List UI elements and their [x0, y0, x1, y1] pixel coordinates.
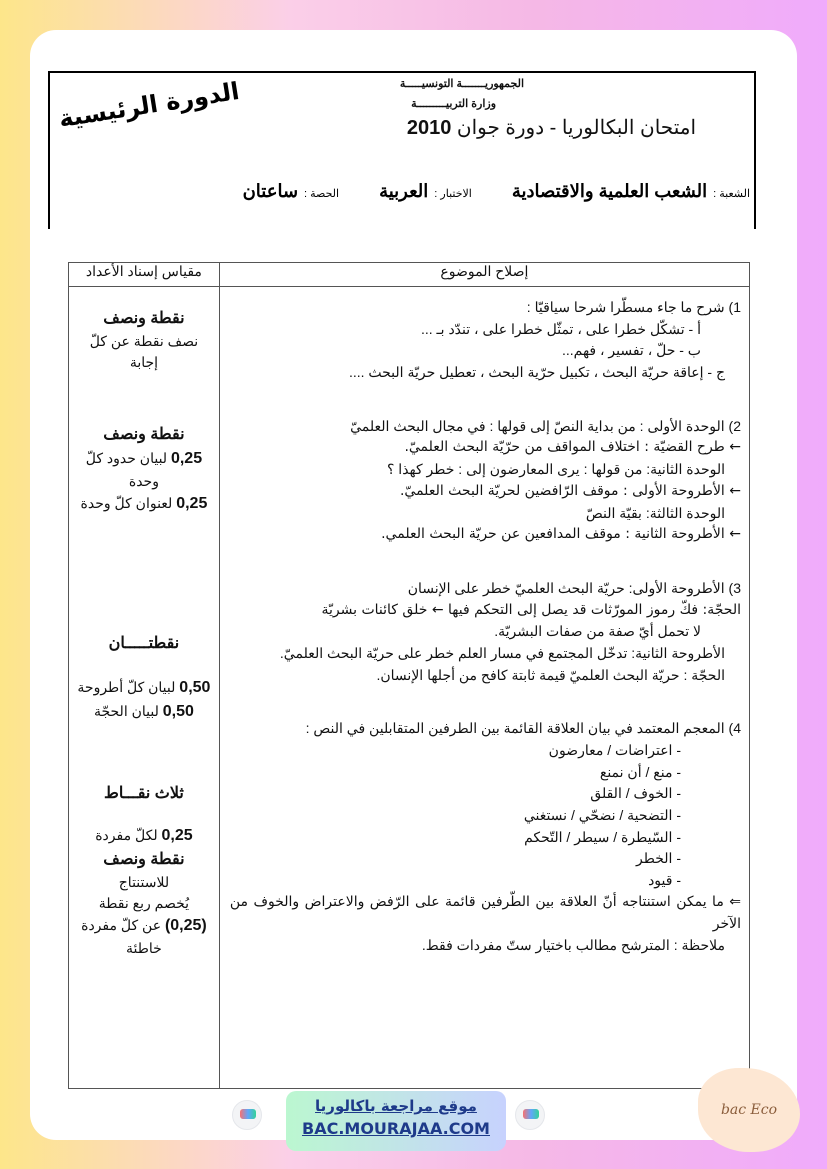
q2-unit-3-result: ← الأطروحة الثانية : موقف المدافعين عن حريّة البحث العلمي.	[381, 526, 741, 543]
bac-eco-badge: bac Eco	[698, 1068, 800, 1152]
session-stamp: الدورة الرئيسية	[56, 76, 242, 134]
q2-unit-1-result: ← طرح القضيّة : اختلاف المواقف من حرّيّة البحث العلميّ.	[404, 439, 741, 456]
list-item: - اعتراضات / معارضون	[548, 742, 681, 758]
q4-note: ملاحظة : المترشح مطالب باختيار ستّ مفردات فقط.	[421, 937, 725, 954]
q1-answer-a: أ - تشكّل خطرا على ، تمثّل خطرا على ، تندّد بـ ...	[421, 320, 701, 337]
site-banner-link[interactable]	[286, 1091, 506, 1151]
score-q1-total: نقطة ونصف	[103, 310, 185, 327]
site-url: BAC.MOURAJAA.COM	[302, 1119, 490, 1138]
site-logo-right-icon	[515, 1100, 545, 1130]
question-3	[230, 578, 741, 686]
q4-list	[230, 740, 741, 892]
q1-answer-b: ب - حلّ ، تفسير ، فهم...	[561, 342, 701, 359]
site-name-arabic: موقع مراجعة باكالوريا	[315, 1097, 477, 1115]
q3-thesis-1: 3) الأطروحة الأولى: حريّة البحث العلميّ خطر على الإنسان	[407, 579, 741, 596]
score-q2-text-1: لبيان حدود كلّ وحدة	[85, 450, 168, 489]
score-q3-num-2: 0,50	[162, 703, 194, 720]
score-q4-total: ثلاث نقـــاط	[104, 785, 184, 802]
score-q2-line-1	[75, 447, 213, 492]
q4-conclusion: ⇐ ما يمكن استنتاجه أنّ العلاقة بين الطّرفين قائمة على الرّفض والاعتراض والخوف من الآخر	[229, 893, 741, 932]
score-q1	[75, 307, 213, 373]
score-q4	[75, 782, 213, 959]
score-q4-num-3: (0,25)	[164, 917, 207, 934]
q3-argument-1: الحجّة: فكّ رموز المورّثات قد يصل إلى التحكم فيها ← خلق كائنات بشريّة	[321, 601, 741, 618]
q3-argument-1-cont: لا تحمل أيّ صفة من صفات البشريّة.	[494, 623, 701, 640]
score-q2-line-2	[75, 492, 213, 516]
score-q2	[75, 423, 213, 516]
q2-unit-2-result: ← الأطروحة الأولى : موقف الرّافضين لحريّة البحث العلميّ.	[399, 482, 741, 499]
score-q3	[75, 632, 213, 724]
list-item: - الخطر	[636, 850, 681, 867]
score-q4-line-1	[75, 824, 213, 848]
q4-intro: 4) المعجم المعتمد في بيان العلاقة القائمة بين الطرفين المتقابلين في النص :	[305, 720, 741, 737]
score-q3-line-2	[75, 700, 213, 724]
column-header-score: مقياس إسناد الأعداد	[69, 263, 220, 287]
score-q4-line-3	[75, 914, 213, 959]
q2-unit-3: الوحدة الثالثة: بقيّة النصّ	[585, 504, 725, 521]
correction-cell	[219, 287, 749, 1089]
list-item: - الخوف / القلق	[590, 785, 681, 802]
score-cell	[69, 287, 220, 1089]
q3-argument-2: الحجّة : حريّة البحث العلميّ قيمة ثابتة كافح من أجلها الإنسان.	[376, 666, 725, 683]
exam-title	[407, 115, 696, 140]
score-q4-text-3: يُخصم ربع نقطة	[98, 895, 190, 911]
duration-label: الحصة :	[304, 188, 340, 200]
exam-year: 2010	[406, 117, 452, 139]
score-q2-total: نقطة ونصف	[103, 426, 185, 443]
column-header-correction: إصلاح الموضوع	[219, 263, 749, 287]
exam-header	[48, 71, 756, 229]
section-label: الشعبة :	[713, 188, 750, 200]
republic-label: الجمهوريـــــــة التونسيـــــة	[399, 78, 524, 90]
question-1	[230, 297, 741, 384]
score-q4-text-2: للاستنتاج	[118, 874, 170, 890]
question-4	[230, 718, 741, 957]
score-q4-text-4: عن كلّ مفردة خاطئة	[81, 917, 162, 956]
q2-unit-1: 2) الوحدة الأولى : من بداية النصّ إلى قولها : في مجال البحث العلميّ	[350, 417, 741, 434]
score-q4-num-1: 0,25	[161, 827, 193, 844]
score-q3-total: نقطتـــــان	[108, 635, 180, 652]
question-2	[230, 416, 741, 546]
q2-unit-2: الوحدة الثانية: من قولها : يرى المعارضون إلى : خطر كهذا ؟	[386, 461, 725, 478]
grading-table	[68, 262, 750, 1089]
q3-thesis-2: الأطروحة الثانية: تدخّل المجتمع في مسار العلم خطر على حريّة البحث العلميّ.	[279, 644, 725, 661]
list-item: - منع / أن نمنع	[599, 763, 681, 780]
score-q3-num-1: 0,50	[179, 679, 211, 696]
site-logo-left-icon	[232, 1100, 262, 1130]
table-body-row	[69, 287, 750, 1089]
list-item: - السّيطرة / سيطر / التّحكم	[524, 828, 681, 845]
subject-value: العربية	[379, 181, 429, 201]
score-q2-num-1: 0,25	[170, 450, 203, 467]
subject-label: الاختبار :	[434, 188, 472, 200]
q1-intro: 1) شرح ما جاء مسطّرا شرحا سياقيّا :	[526, 299, 741, 315]
score-q2-text-2: لعنوان كلّ وحدة	[80, 495, 173, 511]
score-q2-num-2: 0,25	[176, 495, 208, 512]
score-q3-text-2: لبيان الحجّة	[93, 703, 159, 719]
score-q1-detail: نصف نقطة عن كلّ إجابة	[89, 333, 199, 370]
ministry-label: وزارة التربيـــــــــة	[411, 98, 496, 110]
q1-answer-c: ج - إعاقة حريّة البحث ، تكبيل حرّية البحث ، تعطيل حريّة البحث ....	[348, 364, 725, 381]
score-q4-text-1: لكلّ مفردة	[95, 827, 158, 843]
section-value: الشعب العلمية والاقتصادية	[511, 181, 708, 201]
score-q3-line-1	[75, 676, 213, 700]
list-item: - قيود	[648, 872, 681, 889]
list-item: - التضحية / نضحّي / نستغني	[523, 807, 681, 824]
duration-value: ساعتان	[242, 181, 299, 201]
exam-title-text: امتحان البكالوريا - دورة جوان	[456, 117, 696, 139]
exam-meta-row	[150, 181, 750, 202]
table-header-row	[69, 263, 750, 287]
score-q3-text-1: لبيان كلّ أطروحة	[77, 679, 176, 695]
score-q4-conclusion-total: نقطة ونصف	[103, 851, 185, 868]
